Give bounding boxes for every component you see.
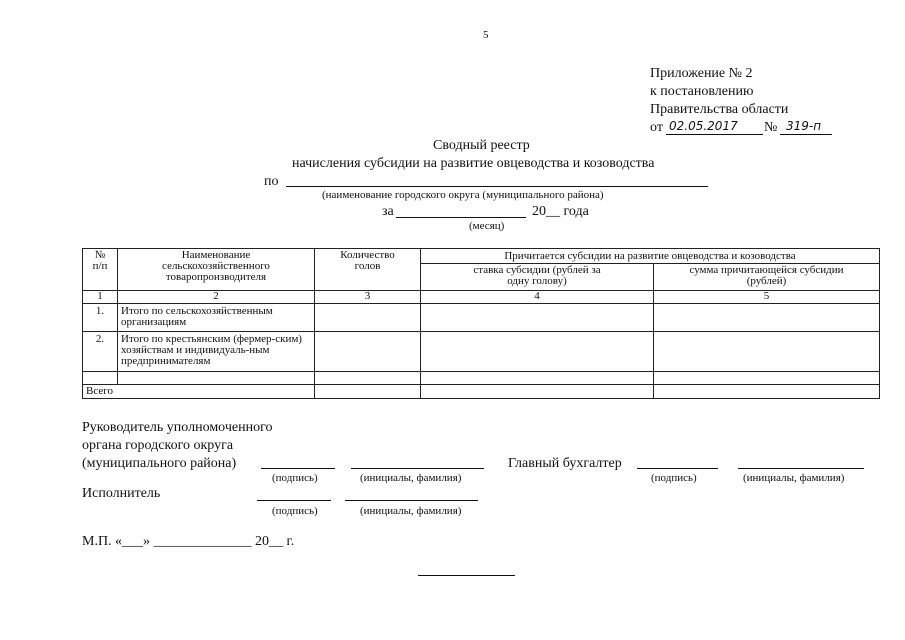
executor-label: Исполнитель xyxy=(82,486,161,501)
appendix-from-label: от xyxy=(650,120,663,135)
stamp-line: М.П. «___» ______________ 20__ г. xyxy=(82,534,295,549)
date-underline xyxy=(666,134,763,135)
column-number: 2 xyxy=(118,291,315,304)
by-label: по xyxy=(264,174,279,189)
header-num: № п/п xyxy=(83,249,118,291)
row-number: 2. xyxy=(83,332,118,372)
head-signature-line xyxy=(261,468,335,469)
appendix-line-1: Приложение № 2 xyxy=(650,66,753,81)
chief-signature-caption: (подпись) xyxy=(651,472,697,484)
head-title-line-1: Руководитель уполномоченного xyxy=(82,420,273,435)
column-number: 4 xyxy=(421,291,654,304)
row-cell xyxy=(315,372,421,385)
footer-divider xyxy=(418,575,515,576)
head-initials-caption: (инициалы, фамилия) xyxy=(360,472,462,484)
chief-initials-line xyxy=(738,468,864,469)
table-row xyxy=(83,372,880,385)
header-amount: сумма причитающейся субсидии (рублей) xyxy=(654,264,880,291)
total-row xyxy=(83,385,880,399)
appendix-number: 319-п xyxy=(786,119,822,133)
district-caption: (наименование городского округа (муниципального района) xyxy=(322,189,604,201)
header-rate: ставка субсидии (рублей за одну голову) xyxy=(421,264,654,291)
header-due-group: Причитается субсидии на развитие овцеводства и козоводства xyxy=(421,249,880,264)
document-title: Сводный реестр xyxy=(433,138,530,153)
page-number: 5 xyxy=(483,29,489,41)
row-cell xyxy=(421,304,654,332)
column-number-row xyxy=(83,291,880,304)
column-number: 3 xyxy=(315,291,421,304)
appendix-line-3: Правительства области xyxy=(650,102,789,117)
row-cell xyxy=(421,385,654,399)
head-title-line-3: (муниципального района) xyxy=(82,456,237,471)
header-producer: Наименование сельскохозяйственного товаропроизводителя xyxy=(118,249,315,291)
row-cell xyxy=(315,385,421,399)
executor-signature-caption: (подпись) xyxy=(272,505,318,517)
month-fill-line xyxy=(396,217,526,218)
row-cell xyxy=(654,304,880,332)
row-cell xyxy=(315,332,421,372)
chief-signature-line xyxy=(637,468,718,469)
row-name: Итого по сельскохозяйственным организациям xyxy=(118,304,315,332)
table-row xyxy=(83,332,880,372)
document-subtitle: начисления субсидии на развитие овцеводства и козоводства xyxy=(292,156,655,171)
row-number xyxy=(83,372,118,385)
chief-initials-caption: (инициалы, фамилия) xyxy=(743,472,845,484)
row-cell xyxy=(654,385,880,399)
table-row xyxy=(83,304,880,332)
row-name: Итого по крестьянским (фермер-ским) хозяйствам и индивидуаль-ным предпринимателям xyxy=(118,332,315,372)
row-cell xyxy=(421,332,654,372)
header-count: Количество голов xyxy=(315,249,421,291)
executor-initials-caption: (инициалы, фамилия) xyxy=(360,505,462,517)
row-cell xyxy=(654,332,880,372)
row-cell xyxy=(654,372,880,385)
appendix-number-label: № xyxy=(764,120,778,135)
head-signature-caption: (подпись) xyxy=(272,472,318,484)
head-title-line-2: органа городского округа xyxy=(82,438,234,453)
period-prefix: за xyxy=(382,204,394,219)
executor-initials-line xyxy=(345,500,478,501)
executor-signature-line xyxy=(257,500,331,501)
month-caption: (месяц) xyxy=(469,220,505,232)
appendix-line-2: к постановлению xyxy=(650,84,754,99)
total-label: Всего xyxy=(83,385,315,399)
chief-accountant-label: Главный бухгалтер xyxy=(508,456,622,471)
register-table xyxy=(82,248,880,399)
column-number: 5 xyxy=(654,291,880,304)
number-underline xyxy=(780,134,832,135)
district-fill-line xyxy=(286,186,708,187)
row-cell xyxy=(315,304,421,332)
period-year: 20__ года xyxy=(532,204,589,219)
head-initials-line xyxy=(351,468,484,469)
column-number: 1 xyxy=(83,291,118,304)
row-number: 1. xyxy=(83,304,118,332)
row-name xyxy=(118,372,315,385)
row-cell xyxy=(421,372,654,385)
header-row xyxy=(83,249,880,264)
appendix-date: 02.05.2017 xyxy=(669,119,738,133)
